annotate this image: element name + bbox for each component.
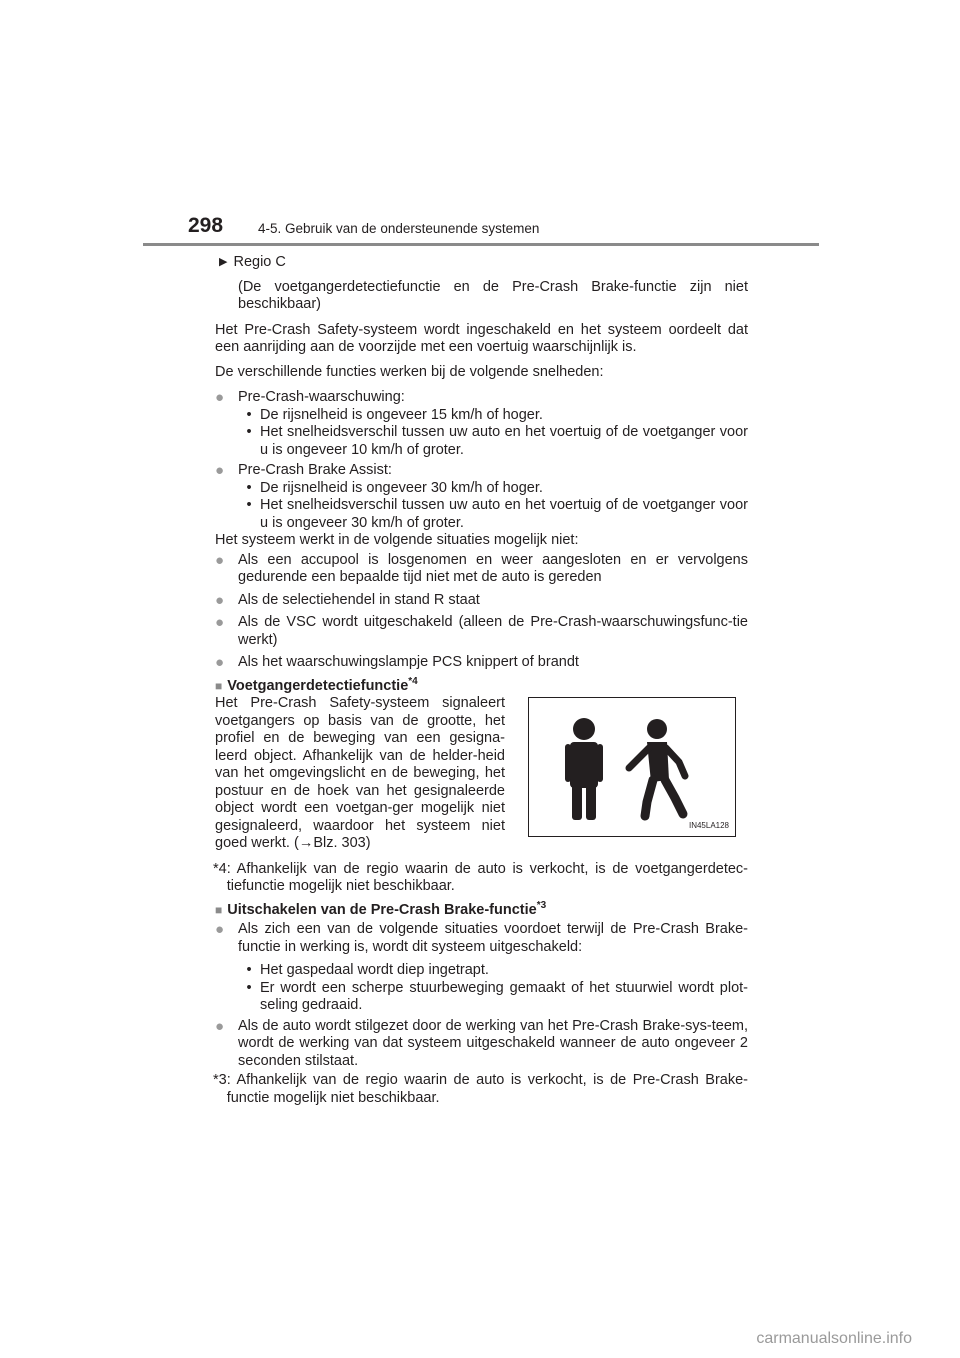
brake-assist-bullet	[215, 462, 748, 480]
pedestrian-figure	[528, 697, 736, 837]
section-title: 4-5. Gebruik van de ondersteunende systemen	[258, 221, 540, 236]
list-item: • Het snelheidsverschil tussen uw auto en het voertuig of de voetganger voor u is ongeveer 10 km/h of groter.	[246, 424, 748, 458]
list-item: • Het snelheidsverschil tussen uw auto en het voertuig of de voetganger voor u is ongeveer 30 km/h of groter.	[246, 497, 748, 531]
speed-intro: De verschillende functies werken bij de volgende snelheden:	[215, 363, 604, 380]
bullet-icon: ●	[215, 389, 225, 406]
bullet-icon: ●	[215, 462, 225, 479]
region-label: Regio C	[233, 254, 286, 270]
list-item: ● Als de auto wordt stilgezet door de werking van het Pre-Crash Brake-sys-teem, wordt de werking van dat systeem uitgeschakeld wanneer de auto ongeveer 2 seconden stilstaat.	[215, 1017, 748, 1069]
bullet-icon: ●	[215, 591, 225, 609]
region-heading	[215, 254, 748, 272]
list-item: • De rijsnelheid is ongeveer 15 km/h of hoger.	[246, 406, 543, 423]
footnote-4: *4 : Afhankelijk van de regio waarin de auto is verkocht, is de voetgangerdetec-tiefunctie mogelijk niet beschikbaar.	[213, 860, 748, 894]
bullet-icon: ●	[215, 614, 225, 631]
bullet-icon: ●	[215, 1017, 225, 1035]
list-item: ● Als zich een van de volgende situaties voordoet terwijl de Pre-Crash Brake-functie in werking is, wordt dit systeem uitgeschakeld:	[215, 921, 748, 955]
header-rule	[143, 243, 819, 246]
bullet-icon: ●	[215, 921, 225, 938]
list-item: ● Als het waarschuwingslampje PCS knippert of brandt	[215, 654, 579, 671]
situations-intro: Het systeem werkt in de volgende situaties mogelijk niet:	[215, 532, 579, 548]
region-note: (De voetgangerdetectiefunctie en de Pre-Crash Brake-functie zijn niet beschikbaar)	[238, 278, 748, 312]
bullet-icon: ●	[215, 551, 225, 569]
pedestrian-heading: ■ Voetgangerdetectiefunctie$^{*4}$	[215, 675, 418, 694]
figure-code: IN45LA128	[688, 820, 729, 830]
square-bullet-icon: ■	[215, 678, 223, 693]
watermark: carmanualsonline.info	[756, 1330, 912, 1347]
list-item: ● Als de VSC wordt uitgeschakeld (alleen de Pre-Crash-waarschuwingsfunc-tie werkt)	[215, 614, 748, 648]
brake-assist-title: Pre-Crash Brake Assist:	[238, 462, 392, 478]
page-link[interactable]: Blz. 303)	[313, 835, 371, 851]
intro-paragraph: Het Pre-Crash Safety-systeem wordt ingeschakeld en het systeem oordeelt dat een aanrijding aan de voorzijde met een voertuig waarschijnlijk is.	[215, 321, 748, 355]
pedestrian-figure-icon	[529, 698, 735, 836]
footnote-3: *3 : Afhankelijk van de regio waarin de auto is verkocht, is de Pre-Crash Brake-functie mogelijk niet beschikbaar.	[213, 1072, 748, 1106]
disable-heading: ■ Uitschakelen van de Pre-Crash Brake-functie$^{*3}$	[215, 899, 547, 918]
list-item: • Er wordt een scherpe stuurbeweging gemaakt of het stuurwiel wordt plot-seling gedraaid.	[246, 979, 748, 1013]
bullet-icon: ●	[215, 654, 225, 671]
warning-bullet	[215, 389, 748, 407]
pedestrian-section	[215, 695, 748, 853]
triangle-icon: ▶	[219, 256, 228, 268]
list-item: ● Als de selectiehendel in stand R staat	[215, 591, 480, 609]
list-item: • Het gaspedaal wordt diep ingetrapt.	[246, 962, 489, 978]
page-number: 298	[188, 214, 224, 237]
warning-title: Pre-Crash-waarschuwing:	[238, 389, 405, 405]
page-content	[215, 254, 748, 1107]
pedestrian-text: Het Pre-Crash Safety-systeem signaleert voetgangers op basis van de grootte, het profiel en de beweging van een gesigna-leerd object. Afhankelijk van de helder-heid van het omgevingslicht en de beweging, het postuur en de hoek van het gesignaleerde object wordt een voetgan-ger mogelijk niet gesignaleerd, waardoor het systeem niet goed werkt. (→Blz. 303)	[215, 695, 505, 851]
square-bullet-icon: ■	[215, 902, 223, 917]
list-item: ● Als een accupool is losgenomen en weer aangesloten en er vervolgens gedurende een bepaalde tijd niet met de auto is gereden	[215, 551, 748, 585]
list-item: • De rijsnelheid is ongeveer 30 km/h of hoger.	[246, 479, 543, 496]
